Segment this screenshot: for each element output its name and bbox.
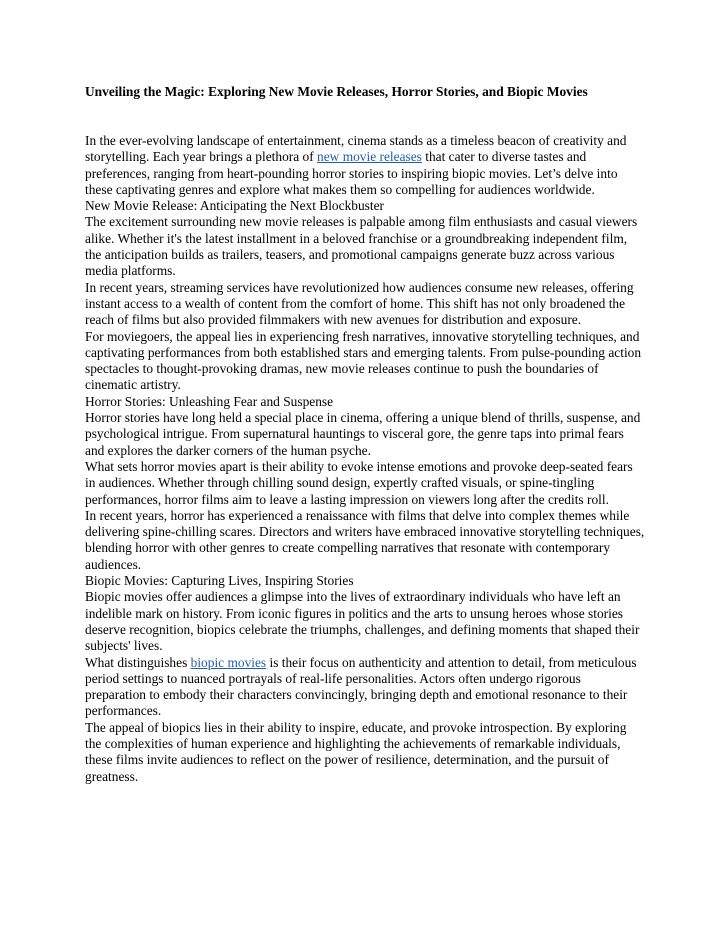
biopic-movies-link[interactable]: biopic movies <box>190 654 267 670</box>
document-body <box>85 133 645 785</box>
new-movie-releases-link[interactable]: new movie releases <box>317 149 422 165</box>
document-title: Unveiling the Magic: Exploring New Movie Releases, Horror Stories, and Biopic Movies <box>85 84 588 99</box>
intro-text-before-link: In the ever-evolving landscape of entertainment, cinema stands as a timeless beacon of creativity and storytelling. Each year brings a plethora of <box>85 133 627 165</box>
biopic-movies-paragraph-2 <box>85 655 645 720</box>
section-heading-horror-stories: Horror Stories: Unleashing Fear and Suspense <box>85 393 334 409</box>
biopic-movies-paragraph-3: The appeal of biopics lies in their ability to inspire, educate, and provoke introspection. By exploring the complexities of human experience and highlighting the achievements of remarkable individuals, these films invite audiences to reflect on the power of resilience, determination, and the pursuit of greatness. <box>85 719 627 784</box>
intro-text-after-link: that cater to diverse tastes and preferences, ranging from heart-pounding horror stories to inspiring biopic movies. Let’s delve into these captivating genres and explore what makes them so compelling for audiences worldwide. <box>85 149 618 197</box>
horror-stories-paragraph-3: In recent years, horror has experienced a renaissance with films that delve into complex themes while delivering spine-chilling scares. Directors and writers have embraced innovative storytelling techniques, blending horror with other genres to create compelling narratives that resonate with contemporary audiences. <box>85 507 645 572</box>
new-movie-release-paragraph-2: In recent years, streaming services have revolutionized how audiences consume new releases, offering instant access to a wealth of content from the comfort of home. This shift has not only broadened the reach of films but also provided filmmakers with new avenues for distribution and exposure. <box>85 279 634 328</box>
section-heading-new-movie-release: New Movie Release: Anticipating the Next Blockbuster <box>85 198 384 214</box>
new-movie-release-paragraph-3: For moviegoers, the appeal lies in experiencing fresh narratives, innovative storytelling techniques, and captivating performances from both established stars and emerging talents. From pulse-pounding action spectacles to thought-provoking dramas, new movie releases continue to push the boundaries of cinematic artistry. <box>85 328 642 393</box>
intro-paragraph <box>85 133 645 198</box>
horror-stories-paragraph-1: Horror stories have long held a special place in cinema, offering a unique blend of thrills, suspense, and psychological intrigue. From supernatural hauntings to visceral gore, the genre taps into primal fears and explores the darker corners of the human psyche. <box>85 410 641 458</box>
horror-stories-paragraph-2: What sets horror movies apart is their ability to evoke intense emotions and provoke deep-seated fears in audiences. Whether through chilling sound design, expertly crafted visuals, or spine-tingling performances, horror films aim to leave a lasting impression on viewers long after the credits roll. <box>85 458 633 507</box>
biopic-movies-paragraph-1: Biopic movies offer audiences a glimpse into the lives of extraordinary individuals who have left an indelible mark on history. From iconic figures in politics and the arts to unsung heroes whose stories deserve recognition, biopics celebrate the triumphs, challenges, and defining moments that shaped their subjects' lives. <box>85 589 640 654</box>
new-movie-release-paragraph-1: The excitement surrounding new movie releases is palpable among film enthusiasts and casual viewers alike. Whether it's the latest installment in a beloved franchise or a groundbreaking independent film, the anticipation builds as trailers, teasers, and promotional campaigns generate buzz across various media platforms. <box>85 214 638 279</box>
biopic-text-before-link: What distinguishes <box>85 654 191 670</box>
biopic-text-after-link: is their focus on authenticity and attention to detail, from meticulous period settings to nuanced portrayals of real-life personalities. Actors often undergo rigorous preparation to embody their characters convincingly, bringing depth and emotional resonance to their performances. <box>85 654 637 719</box>
section-heading-biopic-movies: Biopic Movies: Capturing Lives, Inspiring Stories <box>85 573 354 589</box>
